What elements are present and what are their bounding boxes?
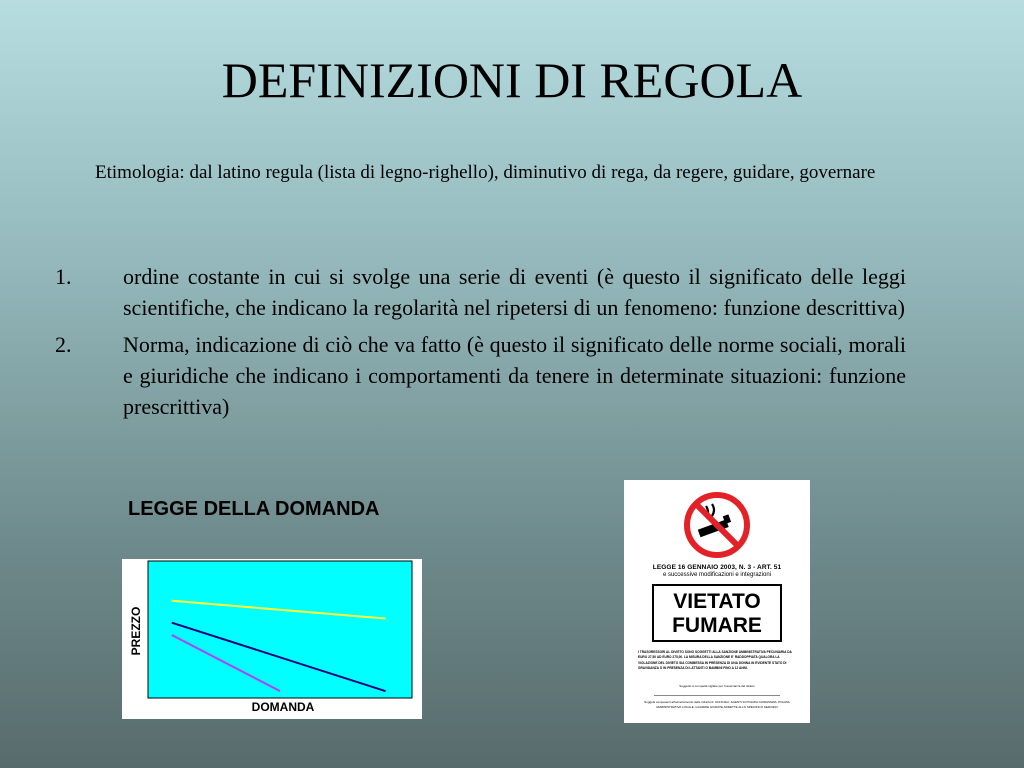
definition-number: 2.	[55, 332, 72, 357]
definitions-list	[55, 261, 906, 428]
sign-law-subtitle: e successive modificazioni e integrazioni	[662, 572, 772, 578]
chart-y-axis-label: PREZZO	[129, 606, 143, 656]
chart-title: LEGGE DELLA DOMANDA	[128, 498, 380, 520]
definition-number: 1.	[55, 264, 72, 289]
demand-chart-svg	[122, 559, 422, 719]
sign-headline-line-2: FUMARE	[672, 614, 762, 637]
definition-item	[55, 329, 906, 422]
demand-chart	[122, 559, 422, 719]
sign-responsible-text: Soggetto a cui spetta vigilare per l'osservanza del divieto	[679, 684, 755, 688]
sign-law-reference: LEGGE 16 GENNAIO 2003, N. 3 - ART. 51	[652, 564, 782, 571]
sign-headline-line-1: VIETATO	[673, 590, 761, 613]
no-smoking-icon	[682, 490, 752, 560]
sign-footer-text: Soggetti competenti all'accertamento delle infrazioni: UFFICIALI, AGENTI DI POLIZIA GIUDIZIARIA, POLIZIA AMMINISTRATIVA LOCALE, GUARDIE GIURATE ADDETTE ALLO SPECIFICO SERVIZIO	[644, 700, 790, 709]
definition-text: Norma, indicazione di ciò che va fatto (è questo il significato delle norme sociali, morali e giuridiche che indicano i comportamenti da tenere in determinate situazioni: funzione prescrittiva)	[123, 332, 906, 419]
slide-title: DEFINIZIONI DI REGOLA	[221, 52, 803, 108]
sign-penalty-text: I TRASGRESSORI AL DIVIETO SONO SOGGETTI ALLA SANZIONE AMMINISTRATIVA PECUNIARIA DA EURO 27,50 AD EURO 275,00. LA MISURA DELLA SANZIONE E' RADDOPPIATA QUALORA LA VIOLAZIONE DEL DIVIETO SIA COMMESSA IN PRESENZA DI UNA DONNA IN EVIDENTE STATO DI GRAVIDANZA O IN PRESENZA DI LATTANTI O BAMBINI FINO A 12 ANNI.	[638, 650, 792, 670]
chart-x-axis-label: DOMANDA	[251, 700, 315, 714]
sign-divider	[654, 695, 780, 696]
chart-plot-area	[148, 561, 412, 698]
sign-headline	[652, 584, 782, 642]
no-smoking-sign	[624, 480, 810, 723]
definition-item	[55, 261, 906, 323]
definition-text: ordine costante in cui si svolge una serie di eventi (è questo il significato delle leggi scientifiche, che indicano la regolarità nel ripetersi di un fenomeno: funzione descrittiva)	[123, 264, 906, 320]
etymology-text: Etimologia: dal latino regula (lista di legno-righello), diminutivo di rega, da regere, guidare, governare	[95, 162, 876, 183]
